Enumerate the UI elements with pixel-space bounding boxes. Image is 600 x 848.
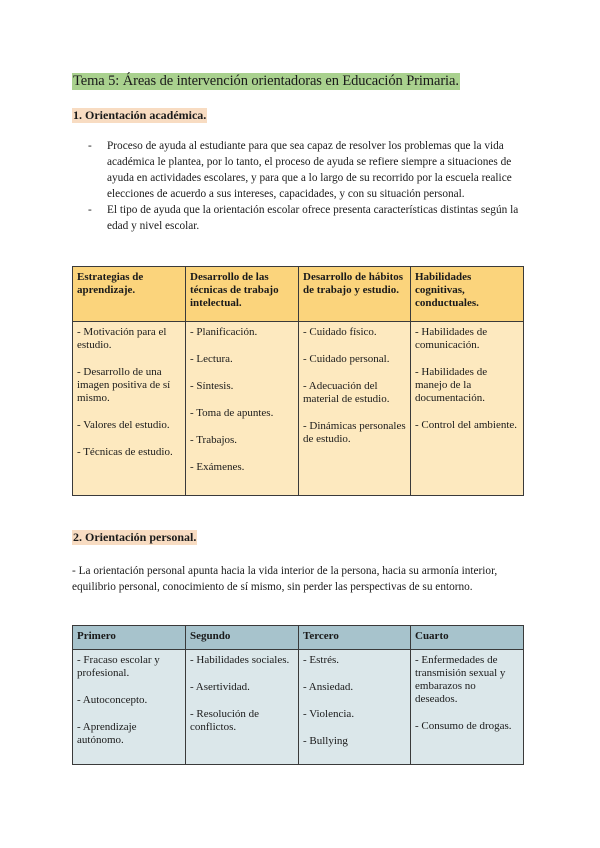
personal-orientation-table <box>72 625 524 765</box>
table-cell: - Fracaso escolar y profesional. - Autoconcepto. - Aprendizaje autónomo. <box>73 650 186 765</box>
table-header-cell: Cuarto <box>411 626 524 650</box>
table-cell: - Habilidades sociales. - Asertividad. - Resolución de conflictos. <box>186 650 299 765</box>
table-header-cell: Primero <box>73 626 186 650</box>
section-heading-academica: 1. Orientación académica. <box>73 108 207 122</box>
table-header-cell: Tercero <box>299 626 411 650</box>
table-cell: - Motivación para el estudio. - Desarrollo de una imagen positiva de sí mismo. - Valores del estudio. - Técnicas de estudio. <box>73 322 186 496</box>
table-header-cell: Segundo <box>186 626 299 650</box>
section1-bullet-list <box>88 138 528 234</box>
document-title: Tema 5: Áreas de intervención orientadoras en Educación Primaria. <box>73 73 459 89</box>
table-cell: - Planificación. - Lectura. - Síntesis. - Toma de apuntes. - Trabajos. - Exámenes. <box>186 322 299 496</box>
table-header-cell: Habilidades cognitivas, conductuales. <box>411 267 524 322</box>
academic-orientation-table <box>72 266 524 496</box>
section-heading-personal: 2. Orientación personal. <box>73 530 197 544</box>
table-cell: - Cuidado físico. - Cuidado personal. - Adecuación del material de estudio. - Dinámicas personales de estudio. <box>299 322 411 496</box>
table-header-cell: Estrategias de aprendizaje. <box>73 267 186 322</box>
table-cell: - Estrés. - Ansiedad. - Violencia. - Bullying <box>299 650 411 765</box>
bullet-item: - Proceso de ayuda al estudiante para que sea capaz de resolver los problemas que la vida académica le plantea, por lo tanto, el proceso de ayuda se refiere siempre a situaciones de ayuda en actividades escolares, y para que a lo largo de su recorrido por la escuela realice elecciones de acuerdo a sus intereses, capacidades, y con su situación personal. <box>88 140 512 200</box>
bullet-item: - El tipo de ayuda que la orientación escolar ofrece presenta características distintas según la edad y nivel escolar. <box>88 204 519 232</box>
table-header-cell: Desarrollo de las técnicas de trabajo intelectual. <box>186 267 299 322</box>
table-header-cell: Desarrollo de hábitos de trabajo y estudio. <box>299 267 411 322</box>
section2-paragraph: - La orientación personal apunta hacia la vida interior de la persona, hacia su armonía interior, equilibrio personal, conocimiento de sí mismo, sin perder las perspectivas de su entorno. <box>72 565 498 593</box>
table-cell: - Habilidades de comunicación. - Habilidades de manejo de la documentación. - Control del ambiente. <box>411 322 524 496</box>
table-cell: - Enfermedades de transmisión sexual y embarazos no deseados. - Consumo de drogas. <box>411 650 524 765</box>
